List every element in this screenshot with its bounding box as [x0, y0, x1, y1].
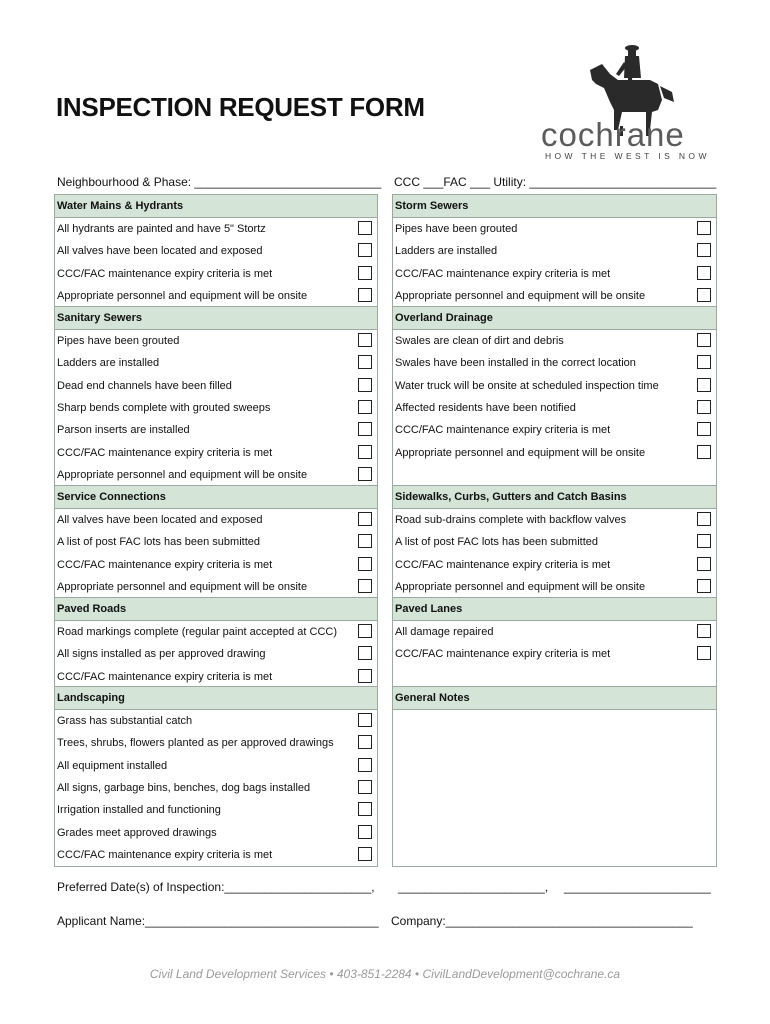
checklist-item-label: Road markings complete (regular paint accepted at CCC) — [57, 626, 338, 638]
checklist-item-label: CCC/FAC maintenance expiry criteria is met — [57, 558, 273, 571]
checkbox[interactable] — [358, 445, 372, 459]
checklist-item — [55, 666, 377, 688]
checklist-item — [55, 240, 377, 262]
checklist-item-label: Trees, shrubs, flowers planted as per approved drawings — [57, 737, 334, 750]
section-title: Sidewalks, Curbs, Gutters and Catch Basins — [393, 486, 716, 509]
checkbox[interactable] — [358, 512, 372, 526]
section-title: Storm Sewers — [393, 195, 716, 218]
checklist-item-label: Sharp bends complete with grouted sweeps — [57, 402, 271, 415]
checkbox[interactable] — [358, 288, 372, 302]
checkbox[interactable] — [358, 780, 372, 794]
logo-tagline: HOW THE WEST IS NOW — [545, 151, 710, 161]
preferred-date-2-field[interactable]: ______________________, — [398, 880, 549, 894]
checklist-item — [55, 218, 377, 240]
checklist-item — [55, 375, 377, 397]
checklist-item — [393, 531, 716, 553]
checkbox[interactable] — [697, 266, 711, 280]
checklist-item-label: CCC/FAC maintenance expiry criteria is met — [57, 446, 273, 459]
checklist-item — [55, 710, 377, 732]
checkbox[interactable] — [697, 288, 711, 302]
checklist-item-label: All valves have been located and exposed — [57, 514, 263, 526]
section-title: General Notes — [393, 687, 716, 710]
section-title: Paved Lanes — [393, 598, 716, 621]
checklist-item-label: Irrigation installed and functioning — [57, 804, 221, 817]
checklist-item-label: Appropriate personnel and equipment will be onsite — [57, 290, 308, 303]
checklist-item-label: All damage repaired — [395, 626, 494, 638]
section-sidewalks-curbs-gutters-and-catch-basins — [392, 485, 717, 599]
checklist-item — [55, 330, 377, 352]
checkbox[interactable] — [358, 825, 372, 839]
section-overland-drainage — [392, 306, 717, 487]
section-title: Landscaping — [55, 687, 377, 710]
checkbox[interactable] — [697, 512, 711, 526]
checkbox[interactable] — [697, 579, 711, 593]
checklist-item-label: All valves have been located and exposed — [57, 245, 263, 258]
checklist-item — [393, 263, 716, 285]
checklist-item — [393, 621, 716, 643]
checklist-item — [55, 621, 377, 643]
checklist-item-label: All hydrants are painted and have 5" Stortz — [57, 223, 266, 235]
section-general-notes — [392, 686, 717, 867]
checkbox[interactable] — [358, 735, 372, 749]
checklist-item-label: Water truck will be onsite at scheduled inspection time — [395, 379, 659, 392]
footer-contact: Civil Land Development Services • 403-851-2284 • CivilLandDevelopment@cochrane.ca — [149, 967, 621, 981]
checklist-item — [55, 442, 377, 464]
checklist-item-label: CCC/FAC maintenance expiry criteria is met — [395, 648, 611, 661]
checklist-item — [393, 218, 716, 240]
section-storm-sewers — [392, 194, 717, 308]
checklist-item — [393, 240, 716, 262]
checklist-item — [55, 799, 377, 821]
checkbox[interactable] — [697, 221, 711, 235]
preferred-dates-field[interactable]: Preferred Date(s) of Inspection:______________________, — [57, 880, 375, 894]
checkbox[interactable] — [697, 422, 711, 436]
checkbox[interactable] — [358, 243, 372, 257]
checklist-item — [393, 576, 716, 598]
checkbox[interactable] — [697, 534, 711, 548]
checkbox[interactable] — [358, 422, 372, 436]
checklist-item — [393, 419, 716, 441]
checklist-item-label: Appropriate personnel and equipment will be onsite — [395, 290, 646, 303]
section-title: Overland Drainage — [393, 307, 716, 330]
checkbox[interactable] — [358, 646, 372, 660]
section-title: Paved Roads — [55, 598, 377, 621]
checklist-item-label: All signs installed as per approved drawing — [57, 648, 266, 661]
checkbox[interactable] — [358, 467, 372, 481]
neighbourhood-field[interactable]: Neighbourhood & Phase: ____________________________ — [57, 175, 382, 189]
checkbox[interactable] — [697, 243, 711, 257]
checkbox[interactable] — [697, 333, 711, 347]
checkbox[interactable] — [358, 624, 372, 638]
checklist-item-label: Road sub-drains complete with backflow valves — [395, 514, 627, 526]
checklist-item — [55, 844, 377, 866]
checklist-item-label: A list of post FAC lots has been submitted — [57, 536, 260, 549]
checklist-item-label: CCC/FAC maintenance expiry criteria is met — [395, 424, 611, 437]
checklist-item — [55, 464, 377, 486]
checklist-item — [393, 643, 716, 665]
checkbox[interactable] — [697, 445, 711, 459]
checklist-item-label: Ladders are installed — [57, 357, 160, 370]
section-service-connections — [54, 485, 378, 599]
checklist-item-label: Grass has substantial catch — [57, 715, 193, 727]
checklist-item — [393, 554, 716, 576]
checklist-item-label: Pipes have been grouted — [395, 223, 518, 235]
checklist-item — [55, 509, 377, 531]
checklist-item — [393, 330, 716, 352]
checkbox[interactable] — [358, 847, 372, 861]
checklist-item-label: Appropriate personnel and equipment will be onsite — [57, 581, 308, 594]
checklist-item-label: Dead end channels have been filled — [57, 379, 232, 392]
checklist-item — [393, 375, 716, 397]
checklist-item — [55, 643, 377, 665]
checkbox[interactable] — [358, 378, 372, 392]
section-paved-lanes — [392, 597, 717, 688]
checklist-item — [55, 822, 377, 844]
applicant-name-field[interactable]: Applicant Name:___________________________________ — [57, 914, 379, 928]
section-title: Service Connections — [55, 486, 377, 509]
checklist-item-label: All equipment installed — [57, 759, 168, 772]
checklist-item-label: CCC/FAC maintenance expiry criteria is met — [57, 849, 273, 862]
checkbox[interactable] — [358, 802, 372, 816]
section-title: Sanitary Sewers — [55, 307, 377, 330]
section-paved-roads — [54, 597, 378, 688]
checkbox[interactable] — [697, 378, 711, 392]
form-title: INSPECTION REQUEST FORM — [56, 92, 425, 122]
checklist-item — [55, 755, 377, 777]
checklist-item-label: Parson inserts are installed — [57, 424, 190, 437]
checkbox[interactable] — [697, 646, 711, 660]
checklist-item — [55, 576, 377, 598]
checkbox[interactable] — [358, 557, 372, 571]
checklist-item — [393, 509, 716, 531]
checklist-item-label: CCC/FAC maintenance expiry criteria is met — [395, 267, 611, 280]
checkbox[interactable] — [358, 400, 372, 414]
checklist-item-label: Ladders are installed — [395, 245, 498, 258]
checklist-item — [55, 397, 377, 419]
checklist-item — [393, 352, 716, 374]
checkbox[interactable] — [697, 557, 711, 571]
checklist-item — [55, 777, 377, 799]
checkbox[interactable] — [358, 355, 372, 369]
checkbox[interactable] — [358, 534, 372, 548]
checklist-item-label: Affected residents have been notified — [395, 402, 576, 415]
checkbox[interactable] — [358, 758, 372, 772]
checklist-item-label: CCC/FAC maintenance expiry criteria is met — [57, 670, 273, 683]
checklist-item — [55, 732, 377, 754]
checklist-item — [55, 531, 377, 553]
checklist-item-label: A list of post FAC lots has been submitted — [395, 536, 598, 549]
checklist-item-label: Appropriate personnel and equipment will be onsite — [395, 446, 646, 459]
checkbox[interactable] — [358, 579, 372, 593]
section-title: Water Mains & Hydrants — [55, 195, 377, 218]
checklist-item — [393, 285, 716, 307]
company-field[interactable]: Company:_____________________________________ — [391, 914, 693, 928]
section-landscaping — [54, 686, 378, 867]
checklist-item — [55, 263, 377, 285]
section-sanitary-sewers — [54, 306, 378, 487]
checklist-item — [55, 419, 377, 441]
checklist-item-label: Grades meet approved drawings — [57, 826, 217, 839]
checkbox[interactable] — [697, 624, 711, 638]
checklist-item-label: CCC/FAC maintenance expiry criteria is met — [57, 267, 273, 280]
checkbox[interactable] — [358, 333, 372, 347]
checklist-item-label: Appropriate personnel and equipment will be onsite — [57, 469, 308, 482]
preferred-date-3-field[interactable]: ______________________ — [564, 880, 711, 894]
section-water-mains-hydrants — [54, 194, 378, 308]
checklist-item-label: Pipes have been grouted — [57, 335, 180, 347]
checklist-item-label: Swales are clean of dirt and debris — [395, 335, 564, 347]
checklist-item — [55, 285, 377, 307]
checklist-item — [55, 554, 377, 576]
checkbox[interactable] — [358, 221, 372, 235]
checklist-item-label: Appropriate personnel and equipment will be onsite — [395, 581, 646, 594]
checkbox[interactable] — [697, 400, 711, 414]
checklist-item — [393, 442, 716, 464]
checklist-item-label: CCC/FAC maintenance expiry criteria is met — [395, 558, 611, 571]
ccc-fac-utility-field[interactable]: CCC ___FAC ___ Utility: ____________________________ — [394, 175, 717, 189]
logo-wordmark: cochrane — [541, 116, 685, 153]
checkbox[interactable] — [697, 355, 711, 369]
checkbox[interactable] — [358, 669, 372, 683]
checklist-item — [55, 352, 377, 374]
checklist-item-label: Swales have been installed in the correct location — [395, 357, 636, 370]
checkbox[interactable] — [358, 713, 372, 727]
checklist-item-label: All signs, garbage bins, benches, dog bags installed — [57, 782, 311, 795]
checkbox[interactable] — [358, 266, 372, 280]
checklist-item — [393, 397, 716, 419]
